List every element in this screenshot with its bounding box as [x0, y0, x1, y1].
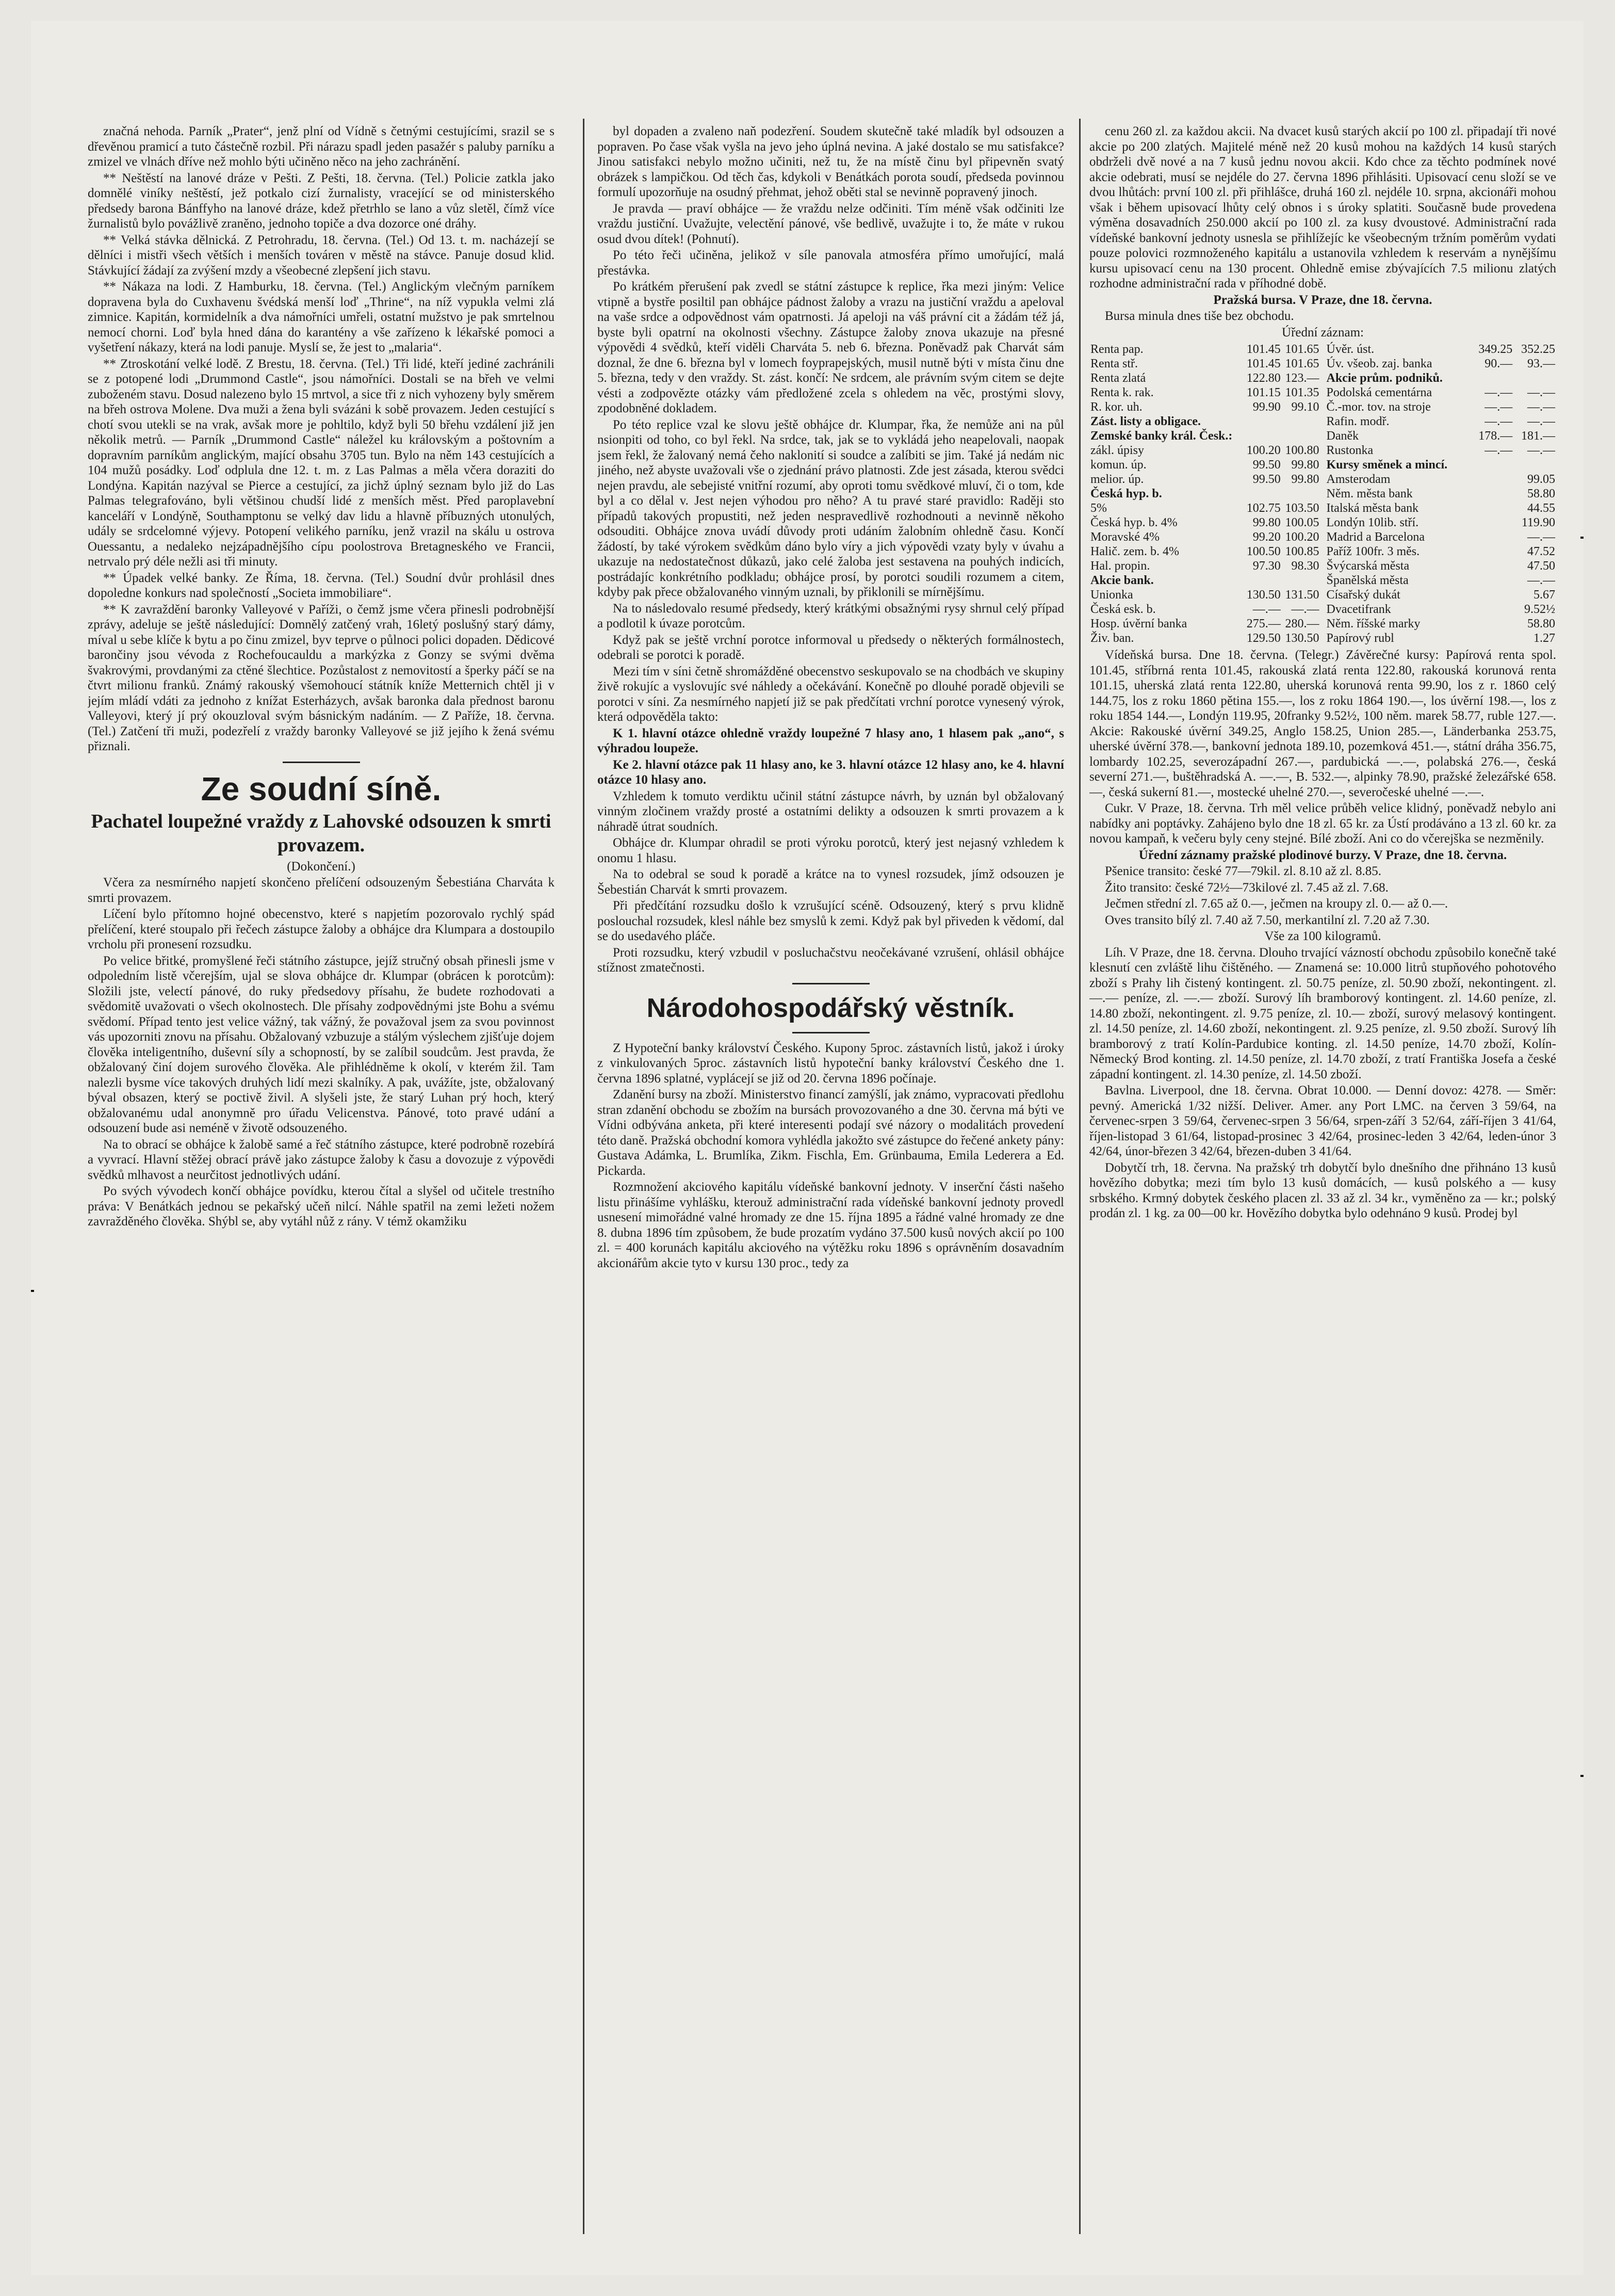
market-value	[1471, 501, 1514, 515]
market-label: Renta pap.	[1090, 343, 1144, 356]
market-value	[1471, 472, 1514, 487]
market-label: Rafin. modř.	[1326, 415, 1390, 428]
market-label: Španělská města	[1326, 574, 1409, 587]
news-paragraph: značná nehoda. Parník „Prater“, jenž plní od Vídně s četnými cestujícími, srazil se s dřevěnou pramicí a tuto částečně rozbil. Při nárazu spadl jeden pasažér s paluby parníku a zmizel ve vlnách dříve než mohlo býti učiněno něco na jeho zachránění.	[88, 124, 554, 169]
market-label: Císařský dukát	[1326, 588, 1400, 602]
market-value: —.—	[1527, 574, 1555, 587]
market-value	[1471, 588, 1514, 602]
market-value: 130.50	[1246, 588, 1281, 602]
market-paragraph: Cukr. V Praze, 18. června. Trh měl velice průběh velice klidný, poněvadž nebylo ani nabídky ani poptávky. Zahájeno bylo dne 18 zl. 65 kr. za Ústí prodáváno a 13 zl. 60 kr. za novou kampaň, k večeru byly ceny stejné. Bílé zboží. Ani co do včerejška se nezměnily.	[1089, 801, 1556, 846]
market-row	[1326, 530, 1557, 544]
market-row	[1326, 631, 1557, 645]
market-value	[1471, 559, 1514, 573]
article-paragraph: Na to odebral se soud k poradě a krátce na to vynesl rozsudek, jímž odsouzen je Šebestián Charvát k smrti provazem.	[597, 867, 1064, 897]
market-label: Zást. listy a obligace.	[1090, 415, 1201, 428]
market-row	[1089, 342, 1320, 357]
market-value: 101.65	[1285, 357, 1319, 370]
market-value: 275.—	[1246, 617, 1281, 630]
market-value	[1282, 487, 1320, 501]
market-paragraph: Vídeňská bursa. Dne 18. června. (Telegr.) Závěrečné kursy: Papírová renta spol. 101.45, stříbrná renta 101.45, rakouská zlatá renta 122.80, rakouská korunová renta 101.15, uherská zlatá renta 122.80, uherská korunová renta 99.90, los z r. 1860 celý 144.75, los z roku 1860 pětina 155.—, los z roku 1864 190.—, los úvěrní 198.—, los z roku 1854 144.—, Londýn 119.95, 20franky 9.52½, 100 něm. marek 58.77, ruble 127.—. Akcie: Rakouské úvěrní 349.25, Anglo 158.25, Union 285.—, Länderbanka 253.75, uherské úvěrní 378.—, bankovní jednota 189.10, pozemková 451.—, státní dráha 356.75, lombardy 102.25, severozápadní 267.—, pardubická —.—, polabská 276.—, česká severní 271.—, buštěhradská A. —.—, B. 532.—, alpinky 78.90, pražské železářské 658.—, česká sukerní 81.—, mostecké uhelné 270.—, severočeské uhelné —.—.	[1089, 648, 1556, 799]
market-label: Hal. propin.	[1090, 559, 1150, 573]
market-label: 5%	[1090, 502, 1107, 515]
market-label: Moravské 4%	[1090, 530, 1160, 544]
market-value: —.—	[1527, 444, 1555, 457]
market-row	[1326, 515, 1557, 530]
market-value: 58.80	[1527, 487, 1555, 500]
market-label: Kursy směnek a mincí.	[1326, 458, 1448, 472]
market-row	[1089, 588, 1320, 602]
market-row	[1089, 559, 1320, 573]
bourse-heading: Pražská bursa. V Praze, dne 18. června.	[1213, 293, 1432, 307]
market-label: R. kor. uh.	[1090, 400, 1143, 414]
market-row	[1326, 357, 1557, 371]
market-value: 99.90	[1252, 400, 1281, 414]
market-paragraph: Bavlna. Liverpool, dne 18. června. Obrat 10.000. — Denní dovoz: 4278. — Směr: pevný. Americká 1/32 nižší. Deliver. Amer. any Port LMC. na červen 3 59/64, na červenec-srpen 3 59/64, červenec-srpen 3 56/64, srpen-září 3 52/64, září-říjen 3 41/64, říjen-listopad 3 61/64, listopad-prosinec 3 42/64, prosinec-leden 3 42/64, leden-únor 3 42/64, únor-březen 3 42/64, březen-duben 3 41/64.	[1089, 1084, 1556, 1158]
article-paragraph: byl dopaden a zvaleno naň podezření. Soudem skutečně také mladík byl odsouzen a popraven. Po čase však vyšla na jevo jeho úplná nevina. A jaké dostalo se mu satisfakce? Jinou satisfakci nebylo možno učiniti, než tu, že na místě činu byl připevněn svatý obrázek s lampičkou. Od těch čas, kdykoli v Benátkách porota soudí, předseda povinnou formulí upozorňuje na osudný přehmat, jehož oběti stal se nevinně popravený jinoch.	[597, 124, 1064, 199]
section-heading-economy: Národohospodářský věstník.	[646, 993, 1015, 1023]
market-value: —.—	[1527, 415, 1555, 428]
market-row	[1089, 458, 1320, 472]
market-value: 93.—	[1527, 357, 1555, 370]
market-value: —.—	[1485, 415, 1513, 428]
market-value	[1471, 602, 1514, 617]
article-paragraph: Na to následovalo resumé předsedy, který krátkými obsažnými rysy shrnul celý případ a podlotil k úvaze porotcům.	[597, 601, 1064, 630]
market-row	[1089, 385, 1320, 400]
market-value: 123.—	[1285, 371, 1319, 385]
market-value	[1471, 458, 1514, 472]
article-paragraph: Po této řeči učiněna, jelikož v síle panovala atmosféra přímo umořující, malá přestávka.	[597, 248, 1064, 278]
market-row	[1326, 443, 1557, 458]
market-row	[1089, 487, 1320, 501]
market-label: Č.-mor. tov. na stroje	[1326, 400, 1431, 414]
market-value: 131.50	[1285, 588, 1319, 602]
edge-mark	[31, 1290, 34, 1292]
market-value: 44.55	[1527, 502, 1555, 515]
market-value: —.—	[1252, 603, 1281, 616]
market-label: Madrid a Barcelona	[1326, 530, 1425, 544]
market-label: Akcie prům. podniků.	[1326, 371, 1443, 385]
article-paragraph: Včera za nesmírného napjetí skončeno přelíčení odsouzeným Šebestiána Charváta k smrti provazem.	[88, 876, 554, 905]
market-value	[1471, 487, 1514, 501]
market-value: 119.90	[1521, 516, 1555, 529]
market-paragraph: Líh. V Praze, dne 18. června. Dlouho trvající vázností obchodu způsobilo konečně také klesnutí cen zvláště lihu čištěného. — Znamená se: 10.000 litrů stupňového pohotového zboží s Prahy lih čistený kontingent. zl. 50.75 peníze, zl. 50.90 zboží, nekontingent. zl. —.— peníze, zl. —.— zboží. Surový líh bramborový kontingent. zl. 14.60 peníze, zl. 14.80 zboží, nekontingent. zl. 9.75 peníze, zl. 10.— zboží, surový melasový kontingent. zl. 14.50 peníze, zl. 14.60 zboží, nekontingent. zl. 9.25 peníze, zl. 9.50 zboží. Surový líh bramborový z tratí Kolín-Pardubice konting. zl. 14.50 peníze, 14.70 zboží, Kolín-Německý Brod konting. zl. 14.50 peníze, zl. 14.70 zboží, z tratí Františka Josefa a české západní kontingent. zl. 14.30 peníze, zl. 14.50 zboží.	[1089, 945, 1556, 1081]
market-value: 100.80	[1285, 444, 1319, 457]
market-value: 130.50	[1285, 632, 1319, 645]
market-value	[1243, 414, 1282, 429]
section-divider	[283, 762, 360, 763]
market-row	[1326, 617, 1557, 631]
economy-paragraph: Rozmnožení akciového kapitálu vídeňské bankovní jednoty. V inserční části našeho listu přinášíme vyhlášku, kterouž administrační rada vídeňské bankovní jednoty provedl usnesení mimořádné valné hromady ze dne 15. října 1895 a řádné valné hromady ze dne 8. dubna 1896 tím způsobem, že bude prozatím vydáno 37.500 kusů nových akcií po 100 zl. = 400 korunách kapitálu akciového na výtěžku roku 1896 s oprávněním dosavadním akcionářům akcie tyto v kursu 130 proc., tedy za	[597, 1180, 1064, 1270]
article-paragraph: Po velice břitké, promyšlené řeči státního zástupce, jejíž stručný obsah přinesli jsme v odpoledním listě včerejším, ujal se slova obhájce dr. Klumpar (obrácen k porotcům): Složili jste, velectí pánové, do ruky předsedovy přísahu, že budete rozhodovati a svědomitě uvažovati o všech okolnostech. Dle přísahy zodpovědnými jste Bohu a svému svědomí. Případ tento jest velice vážný, tak vážný, že považoval jsem za svou povinnost vás upozorniti znovu na přísahu. Obžalovaný vzbuzuje a stálým výslechem zjišťuje dojem člověka inteligentního, duševní síly a schopností, by se zalíbil soudcům. Jest pravda, že obžalovaný činí dojem surového člověka. Ale přihlédněme k okolí, v kterém žil. Tam nalezli bysme více takových druhých lidí mezi skalníky. A pak, uvážíte, jste, obžalovaný býval obsazen, který se poctivě živil. A slyšeli jste, že starý Luhan prý hoch, který obžalovanému udal anonymně pro úřadu Velicenstva. Pánové, toto pravé udání a odsouzení bude asi neméně v životě odsouzeného.	[88, 953, 554, 1135]
market-value: 122.80	[1246, 371, 1281, 385]
market-value: —.—	[1485, 444, 1513, 457]
market-value	[1243, 487, 1282, 501]
market-value: 349.25	[1478, 343, 1513, 356]
section-divider	[792, 983, 870, 984]
section-heading-court: Ze soudní síně.	[201, 770, 442, 807]
market-table-left	[1089, 342, 1320, 645]
market-value: 101.45	[1246, 357, 1281, 370]
article-paragraph: Po této replice vzal ke slovu ještě obhájce dr. Klumpar, řka, že nemůže ani na půl nsionpiti od toho, co byl řekl. Na srdce, tak, jak se to vykládá jeho neapelovali, naopak jsem řekl, že žalovaný nemá čeho naklonití si soudce a zalíbiti se jim. Také já nedám nic jiného, než abyste uvažovali vše o zjednání právo platnosti. Zde jest zásada, kterou svědci nejen pravdu, ale sebejisté vnitřní rozumí, aby oproti tomu svědkové mluví, či o tom, kde byl a co dělal v. Jest nejen výhodou pro něho? A tu pravé staré pravidlo: Raději sto případů takových propustiti, než jeden nespravedlivě rozhodnouti a nevinně někoho odsouditi. Obhájce znova uvádí důvody proti udáním žalobním ohledně času. Končí žádostí, by také výrokem svědkům dáno bylo víry a jich výpovědi vzaty byly v úvahu a ukazuje na nedostatečnost důkazů, jako celé žaloba jest sestavena na pouhých indicích, postrádajíc konkrétního podkladu; obhájce prosí, by porotci soudili rozumem a citem, kdyby pak přece obžalovaného vinným uznali, by přiklonili se mírnějšímu.	[597, 417, 1064, 599]
news-paragraph: ** Neštěstí na lanové dráze v Pešti. Z Pešti, 18. června. (Tel.) Policie zatkla jako domnělé viníky neštěstí, jež potkalo cizí žurnalisty, vracející se od ministerského předsedy barona Bánffyho na lanové dráze, kdež přetrhlo se lano a vůz sletěl, čímž více žurnalistů bylo povážlivě zraněno, jednoho topiče a dva dozorce oné dráhy.	[88, 171, 554, 231]
bourse-note: Bursa minula dnes tiše bez obchodu.	[1105, 309, 1294, 323]
market-label: Halič. zem. b. 4%	[1090, 545, 1179, 558]
news-paragraph: ** Úpadek velké banky. Ze Říma, 18. června. (Tel.) Soudní dvůr prohlásil dnes dopoledne konkurs nad společností „Societa immobiliare“.	[88, 571, 554, 600]
market-value	[1513, 458, 1556, 472]
article-paragraph: Líčení bylo přítomno hojné obecenstvo, které s napjetím pozorovalo rychlý spád přelíčení, které stoupalo při řečech zástupce žaloby a obhájce dra Klumpara a dostoupilo vrcholu při pronesení rozsudku.	[88, 907, 554, 951]
market-label: Renta stř.	[1090, 357, 1138, 370]
article-note: (Dokončení.)	[287, 859, 355, 874]
market-row	[1326, 472, 1557, 487]
market-value	[1471, 573, 1514, 588]
verdict-paragraph: K 1. hlavní otázce ohledně vraždy loupežné 7 hlasy ano, 1 hlasem pak „ano“, s výhradou loupeže.	[597, 726, 1064, 755]
market-row	[1089, 573, 1320, 588]
market-value: 100.05	[1285, 516, 1319, 529]
market-value: 97.30	[1252, 559, 1281, 573]
market-row	[1326, 414, 1557, 429]
market-value	[1471, 544, 1514, 559]
market-value	[1513, 371, 1556, 385]
market-value: 99.20	[1252, 530, 1281, 544]
market-label: Amsterodam	[1326, 473, 1391, 486]
market-value: 101.35	[1285, 386, 1319, 399]
market-value: 58.80	[1527, 617, 1555, 630]
market-label: Zemské banky král. Česk.:	[1090, 429, 1233, 443]
news-paragraph: ** Ztroskotání velké lodě. Z Brestu, 18. června. (Tel.) Tři lidé, kteří jediné zachránili se z potopené lodi „Drummond Castle“, jsou námořníci. Dostali se na břeh ve velmi zuboženém stavu. Dosud nalezeno bylo 15 mrtvol, a sice tři z nich vyhozeny byly směrem na břeh ostrova Molene. Dva muži a žena byli svázáni k sobě provazem. Jeden cestující s chotí svou utekli se na vrak, avšak more je pohltilo, když byli 50 břehu vzdálení již jen několik metrů. — Parník „Drummond Castle“ náležel ku královským a poštovním a dopravním parníkům anglickým, mající obsahu 3705 tun. Bylo na něm 143 cestujících a 104 mužů posádky. Loď odplula dne 12. t. m. z Las Palmas a měla včera doraziti do Londýna. Kapitán nazýval se Pierce a cestující, za jichž úplný seznam bylo již do Las Palmas telegrafováno, byli většinou chudší lidé z menších měst. Před paroplavební kanceláří v Londýně, Southamptonu se velký dav lidu a hlavně příbuzných utonulých, udály se srdcelomné výjevy. Potopení velikého parníku, jenž vrazil na skálu u ostrova Ouessantu, a nedaleko nejzápadnějšího cípu poolostrova Bretagneského ve Francii, netrvalo prý déle nežli asi tři minuty.	[88, 357, 554, 569]
market-value	[1282, 573, 1320, 588]
market-value: 99.05	[1527, 473, 1555, 486]
market-value: 47.52	[1527, 545, 1555, 558]
market-label: melior. úp.	[1090, 473, 1144, 486]
market-row	[1089, 631, 1320, 645]
market-label: Dvacetifrank	[1326, 603, 1391, 616]
market-row	[1089, 414, 1320, 429]
market-paragraph: Oves transito bílý zl. 7.40 až 7.50, merkantilní zl. 7.20 až 7.30.	[1105, 913, 1430, 927]
market-label: Úv. všeob. zaj. banka	[1326, 357, 1432, 370]
edge-mark	[1580, 537, 1584, 539]
market-label: Česká hyp. b. 4%	[1090, 516, 1178, 529]
market-value	[1243, 573, 1282, 588]
market-label: Akcie bank.	[1090, 574, 1154, 587]
column-divider	[1079, 119, 1081, 2234]
edge-mark	[1580, 1775, 1584, 1777]
market-row	[1089, 357, 1320, 371]
market-value: 100.20	[1285, 530, 1319, 544]
market-value: 9.52½	[1524, 603, 1555, 616]
market-row	[1089, 501, 1320, 515]
market-value	[1471, 515, 1514, 530]
market-label: Česká esk. b.	[1090, 603, 1156, 616]
market-value: 100.20	[1246, 444, 1281, 457]
market-label: Renta k. rak.	[1090, 386, 1154, 399]
market-value: 129.50	[1246, 632, 1281, 645]
market-label: Úvěr. úst.	[1326, 343, 1375, 356]
market-value: 98.30	[1291, 559, 1319, 573]
market-value: 5.67	[1534, 588, 1555, 602]
market-value: 99.80	[1252, 516, 1281, 529]
market-value: —.—	[1485, 400, 1513, 414]
market-value: 101.65	[1285, 343, 1319, 356]
market-value: 280.—	[1285, 617, 1319, 630]
market-label: Unionka	[1090, 588, 1133, 602]
market-value: 103.50	[1285, 502, 1319, 515]
economy-paragraph: Z Hypoteční banky království Českého. Kupony 5proc. zástavních listů, jakož i úroky z vinkulovaných 5proc. zástavních listů hypoteční banky království Českého dne 1. června 1896 splatné, vyplácejí se již od 20. června 1896 počínaje.	[597, 1041, 1064, 1086]
market-row	[1326, 342, 1557, 357]
market-row	[1089, 515, 1320, 530]
market-value: 101.15	[1246, 386, 1281, 399]
article-paragraph: Po krátkém přerušení pak zvedl se státní zástupce k replice, řka mezi jiným: Velice vtipně a bystře posiltil pan obhájce pádnost žaloby a vrazu na justiční vraždu a apeloval na vaše srdce a odpovědnost vám opatrnosti. Já apeloji na váš právní cit a žádám též já, byste byli opatrní na okolnosti všechny. Zástupce žaloby znova ukazuje na přesné výpovědi 4 svědků, kteří viděli Charváta 5. neb 6. března. Poněvadž pak Charvát sám doznal, že dne 6. března byl v lomech foyprapejských, musil nutně býti v místa činu dne 5. března, tedy v den vraždy. St. zást. končí: Ne srdcem, ale právním svým citem se dejte vésti a zodpovězte otázky vám předložené zcela s ohledem na věc, prostými slovy, zpodobněné dokladem.	[597, 280, 1064, 415]
market-tables	[1089, 342, 1556, 645]
market-row	[1326, 544, 1557, 559]
article-paragraph: Je pravda — praví obhájce — že vraždu nelze odčiniti. Tím méně však odčiniti lze vraždu justiční. Uvažujte, velectění pánové, vše bedlivě, uvažujte i to, že máte v rukou osud dvou dítek! (Pohnutí).	[597, 201, 1064, 246]
market-paragraph: Dobytčí trh, 18. června. Na pražský trh dobytčí bylo dnešního dne přihnáno 13 kusů hovězího dobytka; mezi tím bylo 13 kusů domácích, — kusů polského a — kusy srbského. Krmný dobytek českého placen zl. 33 až zl. 34 kr., vyměněno za — kr.; polský prodán zl. 1 kg. za 00—00 kr. Hovězího dobytka bylo odehnáno 9 kusů. Prodej byl	[1089, 1160, 1556, 1220]
market-value: 99.80	[1291, 473, 1319, 486]
market-row	[1089, 472, 1320, 487]
market-label: Rustonka	[1326, 444, 1374, 457]
article-paragraph: Na to obrací se obhájce k žalobě samé a řeč státního zástupce, které podrobně rozebírá a vyvrací. Hlavní stěžej obrací právě jako zástupce žaloby k času a dovozuje z výpovědi svědků mlhavost a neurčitost jednotlivých udání.	[88, 1137, 554, 1182]
article-paragraph: Vzhledem k tomuto verdiktu učinil státní zástupce návrh, by uznán byl obžalovaný vinným zločinem vraždy prosté a ostatními delikty a odsouzen k smrti provazem a k náhradě útrat soudních.	[597, 789, 1064, 834]
market-row	[1326, 501, 1557, 515]
market-value	[1471, 530, 1514, 544]
market-row	[1326, 385, 1557, 400]
market-label: Paříž 100fr. 3 měs.	[1326, 545, 1420, 558]
article-paragraph: Při předčítání rozsudku došlo k vzrušující scéně. Odsouzený, který s prvu klidně poslouchal rozsudek, klesl náhle bez smyslů k zemi. Když pak byl přiveden k vědomí, dal se do usedavého pláče.	[597, 899, 1064, 943]
market-value: —.—	[1485, 386, 1513, 399]
market-row	[1326, 458, 1557, 472]
market-value: 352.25	[1521, 343, 1555, 356]
verdict-paragraph: Ke 2. hlavní otázce pak 11 hlasy ano, ke 3. hlavní otázce 12 hlasy ano, ke 4. hlavní otázce 10 hlasy ano.	[597, 757, 1064, 787]
market-value	[1282, 429, 1320, 443]
market-value: 1.27	[1534, 632, 1555, 645]
column-3	[1089, 124, 1556, 2229]
economy-paragraph: cenu 260 zl. za každou akcii. Na dvacet kusů starých akcií po 100 zl. připadají tři nové akcie po 200 zlatých. Majitelé méně než 20 kusů mohou na každých 14 kusů starých obdrželi dvě nové a na 7 kusů jednu novou akcii. Kdo chce za těchto podmínek nové akcie odebrati, musí se nejdéle do 27. června 1896 přihlásiti. Upisovací cenu složí se ve dvou lhůtách: první 100 zl. při přihlášce, druhá 160 zl. nejdéle 10. srpna, akcionáři mohou však i během upisovací lhůty celý obnos i s úroky splatiti. Současně bude provedena výměna dosavadních 250.000 akcií po 100 zl. za kusy dvoustové. Administrační rada vídeňské bankovní jednoty usnesla se přihlížejíc ke všeobecným tržním poměrům vydati pouze polovici rozmnoženého kapitálu a ustanovila vzhledem k reservám a nynějšímu kursu upisovací cenu na 130 procent. Ohledně emise zbývajících 7.5 milionu zlatých rozhodne administrační rada v příhodné době.	[1089, 124, 1556, 290]
market-label: komun. úp.	[1090, 458, 1147, 472]
market-paragraph: Pšenice transito: české 77—79kil. zl. 8.10 až zl. 8.85.	[1105, 864, 1381, 878]
market-paragraph: Vše za 100 kilogramů.	[1264, 929, 1381, 943]
market-label: Švýcarská města	[1326, 559, 1410, 573]
market-value: 100.85	[1285, 545, 1319, 558]
market-row	[1326, 371, 1557, 385]
article-paragraph: Když pak se ještě vrchní porotce informoval u předsedy o některých formálnostech, odebrali se porotci k poradě.	[597, 633, 1064, 662]
market-value	[1243, 429, 1282, 443]
market-row	[1089, 400, 1320, 414]
market-row	[1089, 429, 1320, 443]
market-row	[1089, 371, 1320, 385]
market-row	[1326, 429, 1557, 443]
market-value: 99.10	[1291, 400, 1319, 414]
market-row	[1326, 487, 1557, 501]
market-label: zákl. úpisy	[1090, 444, 1144, 457]
market-value: 100.50	[1246, 545, 1281, 558]
market-table-right	[1326, 342, 1557, 645]
market-row	[1326, 588, 1557, 602]
market-heading: Úřední záznamy pražské plodinové burzy. V Praze, dne 18. června.	[1138, 848, 1507, 862]
market-label: Česká hyp. b.	[1090, 487, 1162, 500]
market-paragraph: Žito transito: české 72½—73kilové zl. 7.45 až zl. 7.68.	[1105, 880, 1389, 895]
section-divider	[792, 1032, 870, 1033]
market-value: 90.—	[1485, 357, 1513, 370]
market-paragraph: Ječmen střední zl. 7.65 až 0.—, ječmen na kroupy zl. 0.— až 0.—.	[1105, 897, 1448, 911]
economy-paragraph: Zdanění bursy na zboží. Ministerstvo financí zamýšlí, jak známo, vypracovati předlohu stran zdanění obchodu se zbožím na bursách provozovaného a dne 30. června má býti ve Vídni odbývána anketa, při které interesenti podají své názory o modalitách provedení této daně. Pražská obchodní komora vyhlédla jakožto své zástupce do řečené ankety pány: Gustava Adámka, L. Brumlíka, Zikm. Fischla, Em. Grünbauma, Emila Lederera a Ed. Pickarda.	[597, 1088, 1064, 1178]
market-value: —.—	[1527, 386, 1555, 399]
market-row	[1089, 602, 1320, 617]
article-paragraph: Mezi tím v síni četně shromážděné obecenstvo seskupovalo se na chodbách ve skupiny živě rokujíc a vyslovujíc své náhledy a očekávání. Konečně po dlouhé poradě objevili se porotci v síni. Za nesmírného napjetí již se pak předčítati vrchní porotce vynesený výrok, která odpověděla takto:	[597, 664, 1064, 724]
market-value: 99.50	[1252, 473, 1281, 486]
market-label: Podolská cementárna	[1326, 386, 1432, 399]
market-value	[1471, 631, 1514, 645]
market-row	[1326, 559, 1557, 573]
market-row	[1089, 443, 1320, 458]
market-value: 178.—	[1478, 429, 1513, 443]
market-row	[1326, 400, 1557, 414]
market-label: Živ. ban.	[1090, 632, 1134, 645]
market-row	[1089, 544, 1320, 559]
column-1	[88, 124, 554, 2229]
market-value: 101.45	[1246, 343, 1281, 356]
news-paragraph: ** Nákaza na lodi. Z Hamburku, 18. června. (Tel.) Anglickým vlečným parníkem dopravena byla do Cuxhavenu švédská menší loď „Thrine“, na níž vypukla velmi zlá zimnice. Kapitán, kormidelník a dva námořníci umřeli, ostatní mužstvo je pak smrtelnou nemocí chorni. Loď byla hned dána do karantény a vše zařízeno k lékařské pomoci a vyšetření nákazy, která na lodi panuje. Myslí se, že jest to „malaria“.	[88, 280, 554, 354]
market-value: 102.75	[1246, 502, 1281, 515]
column-divider	[583, 119, 584, 2234]
article-headline: Pachatel loupežné vraždy z Lahovské odsouzen k smrti provazem.	[91, 810, 551, 856]
market-value: —.—	[1527, 400, 1555, 414]
market-value: —.—	[1291, 603, 1319, 616]
market-label: Hosp. úvěrní banka	[1090, 617, 1187, 630]
market-label: Daněk	[1326, 429, 1359, 443]
market-label: Něm. říšské marky	[1326, 617, 1421, 630]
market-value	[1471, 371, 1514, 385]
market-label: Italská města bank	[1326, 502, 1419, 515]
article-paragraph: Po svých vývodech končí obhájce povídku, kterou čítal a slyšel od učitele trestního práva: V Benátkách jednou se pekařský učeň nilcí. Náhle spatřil na zemi ležeti nožem zavražděného člověka. Shýbl se, aby vytáhl nůž z rány. V témž okamžiku	[88, 1184, 554, 1228]
column-2	[597, 124, 1064, 2229]
market-value: 181.—	[1521, 429, 1555, 443]
market-value: 99.80	[1291, 458, 1319, 472]
market-value: 47.50	[1527, 559, 1555, 573]
market-row	[1089, 530, 1320, 544]
market-label: Londýn 10lib. stří.	[1326, 516, 1419, 529]
news-paragraph: ** K zavraždění baronky Valleyové v Paříži, o čemž jsme včera přinesli podrobnější zprávy, adeluje se ještě následující: Domnělý zatčený vrah, 16letý poslušný starý dámy, míval u sebe klíče k bytu a po činu zmizel, byv teprve o půlnoci polici dopaden. Dědicové barončiny jsou vévoda z Rochefoucauldu a markýzka z Gonzy se svými dvěma švakrovými, provdanými za ctěné šlechtice. Pozůstalost z nemovitostí a šperky páčí se na čtvrt milionu franků. Známý rakouský všemohoucí státník kníže Metternich chtěl ji v jejím mládí vdáti za jednoho z knížat Esterházych, avšak baronka dala přednost baronu Valleyovi, který jí prý okouzloval svým básnickým nadáním. — Z Paříže, 18. června. (Tel.) Zatčení tři muži, podezřelí z vraždy baronky Valleyové se již jejího k žená svému přiznali.	[88, 602, 554, 753]
article-paragraph: Proti rozsudku, který vzbudil v posluchačstvu neočekávané vzrušení, ohlásil obhájce stížnost zmatečnosti.	[597, 945, 1064, 975]
market-label: Renta zlatá	[1090, 371, 1146, 385]
market-value	[1471, 617, 1514, 631]
market-label: Něm. města bank	[1326, 487, 1413, 500]
market-value: —.—	[1527, 530, 1555, 544]
market-value: 99.50	[1252, 458, 1281, 472]
market-value	[1282, 414, 1320, 429]
news-paragraph: ** Velká stávka dělnická. Z Petrohradu, 18. června. (Tel.) Od 13. t. m. nacházejí se dělníci i mistři všech větších i menších továren v městě na stávce. Panuje dosud klid. Stávkující žádají za zvýšení mzdy a všeobecné zlepšení jich stavu.	[88, 233, 554, 278]
official-record-heading: Úřední záznam:	[1282, 325, 1364, 339]
market-label: Papírový rubl	[1326, 632, 1394, 645]
market-row	[1089, 617, 1320, 631]
market-row	[1326, 602, 1557, 617]
article-paragraph: Obhájce dr. Klumpar ohradil se proti výroku porotců, který jest nejasný vzhledem k onomu 1 hlasu.	[597, 836, 1064, 865]
market-row	[1326, 573, 1557, 588]
